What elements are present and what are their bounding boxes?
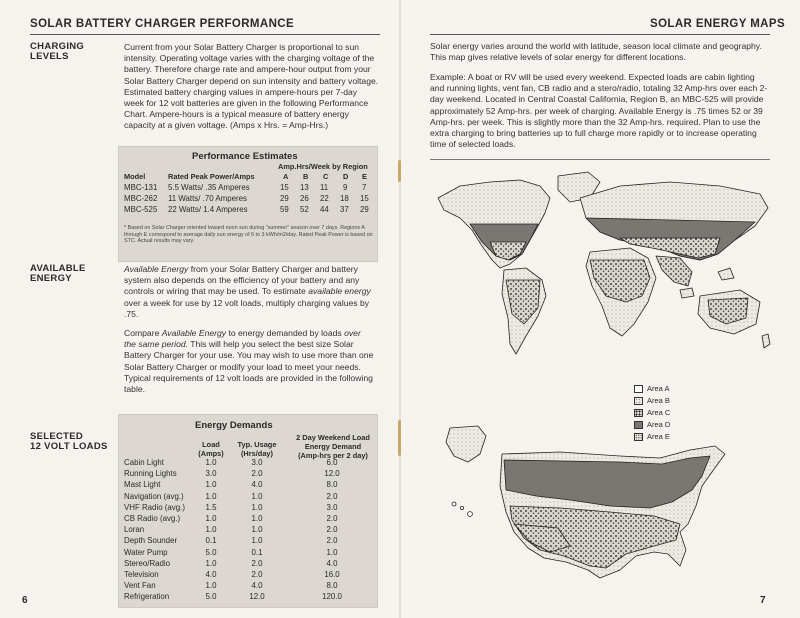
legend-area-b: Area B xyxy=(634,396,670,405)
load-name: Mast Light xyxy=(124,480,161,490)
available-energy-text-1: Available Energy from your Solar Battery Charger and battery system also depends on the efficiency of your battery and any controls or wiring that may be used. To estimate available energy over a week for use by 12 volt loads, multiply charging values by .75. xyxy=(124,264,371,319)
legend-area-c: Area C xyxy=(634,408,670,417)
right-page-header: SOLAR ENERGY MAPS xyxy=(650,18,786,30)
selected-loads-label: SELECTED 12 VOLT LOADS xyxy=(30,431,108,452)
performance-value: 11 xyxy=(320,183,329,192)
load-amps: 3.0 xyxy=(205,469,217,479)
performance-value: 7 xyxy=(362,183,367,192)
performance-title: Performance Estimates xyxy=(192,151,298,162)
load-name: Water Pump xyxy=(124,547,168,557)
performance-value: 9 xyxy=(343,183,348,192)
load-demand: 4.0 xyxy=(326,558,338,568)
load-hours: 1.0 xyxy=(251,514,263,523)
performance-row-rated: 22 Watts/ 1.4 Amperes xyxy=(168,205,248,214)
load-demand: 2.0 xyxy=(326,491,338,501)
maps-example: Example: A boat or RV will be used every weekend. Expected loads are cabin lighting and running lights, vent fan, CB radio and a stero/radio, totaling 32 Amp-hrs over each 2-day weekend. Located in Central Coastal California, Region B, an MBC-525 will provide approximately 52 Amp-hrs. per week of charging. Available Energy is .75 times 52 or 39 Amp-hrs. per week. This is slightly more than the 32 Amp-hrs. required. Plan to use the extra charging to bring batteries up to full charge more rapidly or to increase operating time of selected loads. xyxy=(430,72,768,150)
load-hours: 2.0 xyxy=(251,469,263,479)
load-name: Vent Fan xyxy=(124,581,156,591)
load-amps: 5.0 xyxy=(205,547,217,557)
load-demand: 12.0 xyxy=(324,469,340,479)
load-name: Loran xyxy=(124,525,145,535)
load-demand: 8.0 xyxy=(326,581,338,591)
load-demand: 3.0 xyxy=(326,502,338,512)
load-amps: 0.1 xyxy=(205,536,217,546)
performance-value: 15 xyxy=(280,183,289,192)
performance-value: 29 xyxy=(360,205,369,214)
charging-levels-label: CHARGING LEVELS xyxy=(30,41,85,62)
performance-row-rated: 11 Watts/ .70 Amperes xyxy=(168,194,247,203)
binder-mark-bottom xyxy=(398,420,401,456)
performance-col-rated: Rated Peak Power/Amps xyxy=(168,172,255,181)
performance-row-model: MBC-262 xyxy=(124,194,158,203)
available-energy-text-2: Compare Available Energy to energy demanded by loads over the same period. This will help you select the best size Solar Battery Charger for your use. You may wish to use more than one Solar Battery Charger or modify your load to meet your needs. Typical requirements of 12 volt loads are provided in the following table. xyxy=(124,328,374,395)
load-name: Television xyxy=(124,570,159,579)
legend-swatch-a xyxy=(634,385,643,393)
load-amps: 1.0 xyxy=(205,491,217,501)
charging-levels-text: Current from your Solar Battery Charger is proportional to sun intensity. Operating voltage varies with the charging voltage of the battery. Therefore charge rate and ampere-hour output from your Solar Battery Charger depend on sun intensity and battery voltage. Estimated battery charging values in ampere-hours per 7-day week for 12 volt batteries are given in the following Performance Chart. Ampere-hours is a typical measure of battery energy capacity at a given voltage. (Amps x Hrs. = Amp-Hrs.) xyxy=(124,42,379,131)
load-amps: 1.0 xyxy=(205,514,217,523)
world-solar-map xyxy=(430,168,775,378)
load-demand: 2.0 xyxy=(326,525,338,535)
right-mid-rule xyxy=(430,159,770,160)
load-amps: 5.0 xyxy=(205,592,217,602)
load-amps: 1.0 xyxy=(205,581,217,591)
performance-value: 52 xyxy=(300,205,309,214)
load-demand: 6.0 xyxy=(326,458,338,467)
binder-mark-top xyxy=(398,160,401,182)
load-hours: 1.0 xyxy=(251,536,263,546)
load-hours: 1.0 xyxy=(251,502,263,512)
load-hours: 0.1 xyxy=(251,547,263,557)
load-hours: 12.0 xyxy=(249,592,265,602)
performance-value: 22 xyxy=(320,194,329,203)
right-header-rule xyxy=(430,34,770,35)
load-demand: 1.0 xyxy=(326,547,338,557)
performance-value: 15 xyxy=(360,194,369,203)
load-amps: 1.0 xyxy=(205,525,217,535)
page-number-right: 7 xyxy=(760,595,766,606)
loads-col-amps: Load (Amps) xyxy=(198,440,224,458)
load-amps: 1.0 xyxy=(205,458,217,467)
legend-area-d: Area D xyxy=(634,420,670,429)
energy-demands-title: Energy Demands xyxy=(195,420,273,431)
performance-footnote: * Based on Solar Charger oriented toward noon sun during "summer" season over 7 days. Regions A through E correspond to average daily sun energy of 6 to 3 kWh/m2/day. Rated Peak Power is based on STC. Actual results may vary. xyxy=(124,225,373,245)
load-name: Depth Sounder xyxy=(124,536,178,546)
performance-value: 37 xyxy=(340,205,349,214)
region-header-c: C xyxy=(323,172,329,181)
loads-col-usage: Typ. Usage (Hrs/day) xyxy=(237,440,277,458)
performance-value: 13 xyxy=(300,183,309,192)
performance-value: 44 xyxy=(320,205,329,214)
left-header-rule xyxy=(30,34,380,35)
performance-col-model: Model xyxy=(124,172,146,181)
legend-area-a: Area A xyxy=(634,384,670,393)
load-hours: 1.0 xyxy=(251,525,263,535)
load-demand: 120.0 xyxy=(322,592,342,602)
load-amps: 1.0 xyxy=(205,480,217,490)
load-hours: 2.0 xyxy=(251,570,263,579)
performance-row-model: MBC-525 xyxy=(124,205,158,214)
performance-row-rated: 5.5 Watts/ .35 Amperes xyxy=(168,183,250,192)
load-name: Refrigeration xyxy=(124,592,170,602)
maps-intro: Solar energy varies around the world with latitude, season local climate and geography. This map gives relative levels of solar energy for different locations. xyxy=(430,41,762,63)
load-name: CB Radio (avg.) xyxy=(124,514,181,523)
load-demand: 2.0 xyxy=(326,536,338,546)
load-name: Navigation (avg.) xyxy=(124,491,184,501)
performance-value: 29 xyxy=(280,194,289,203)
load-demand: 2.0 xyxy=(326,514,338,523)
performance-group-header: Amp.Hrs/Week by Region xyxy=(278,162,368,171)
load-hours: 1.0 xyxy=(251,491,263,501)
region-header-b: B xyxy=(303,172,309,181)
load-demand: 8.0 xyxy=(326,480,338,490)
left-page-header: SOLAR BATTERY CHARGER PERFORMANCE xyxy=(30,18,295,30)
region-header-e: E xyxy=(362,172,367,181)
loads-col-demand: 2 Day Weekend Load Energy Demand (Amp-hrs per 2 day) xyxy=(296,433,370,460)
load-hours: 4.0 xyxy=(251,581,263,591)
page-number-left: 6 xyxy=(22,595,28,606)
page-fold xyxy=(399,0,401,618)
us-solar-map xyxy=(440,420,740,600)
load-name: VHF Radio (avg.) xyxy=(124,502,185,512)
available-energy-label: AVAILABLE ENERGY xyxy=(30,263,86,284)
load-demand: 16.0 xyxy=(324,570,340,579)
load-amps: 1.0 xyxy=(205,558,217,568)
legend-swatch-b xyxy=(634,397,643,405)
load-amps: 4.0 xyxy=(205,570,217,579)
region-header-a: A xyxy=(283,172,289,181)
performance-row-model: MBC-131 xyxy=(124,183,158,192)
legend-swatch-c xyxy=(634,409,643,417)
performance-value: 26 xyxy=(300,194,309,203)
load-hours: 4.0 xyxy=(251,480,263,490)
legend-area-e: Area E xyxy=(634,432,670,441)
load-hours: 2.0 xyxy=(251,558,263,568)
performance-value: 59 xyxy=(280,205,289,214)
load-name: Cabin Light xyxy=(124,458,164,467)
region-header-d: D xyxy=(343,172,349,181)
load-name: Running Lights xyxy=(124,469,177,479)
load-amps: 1.5 xyxy=(205,502,217,512)
load-hours: 3.0 xyxy=(251,458,263,467)
performance-value: 18 xyxy=(340,194,349,203)
load-name: Stereo/Radio xyxy=(124,558,171,568)
